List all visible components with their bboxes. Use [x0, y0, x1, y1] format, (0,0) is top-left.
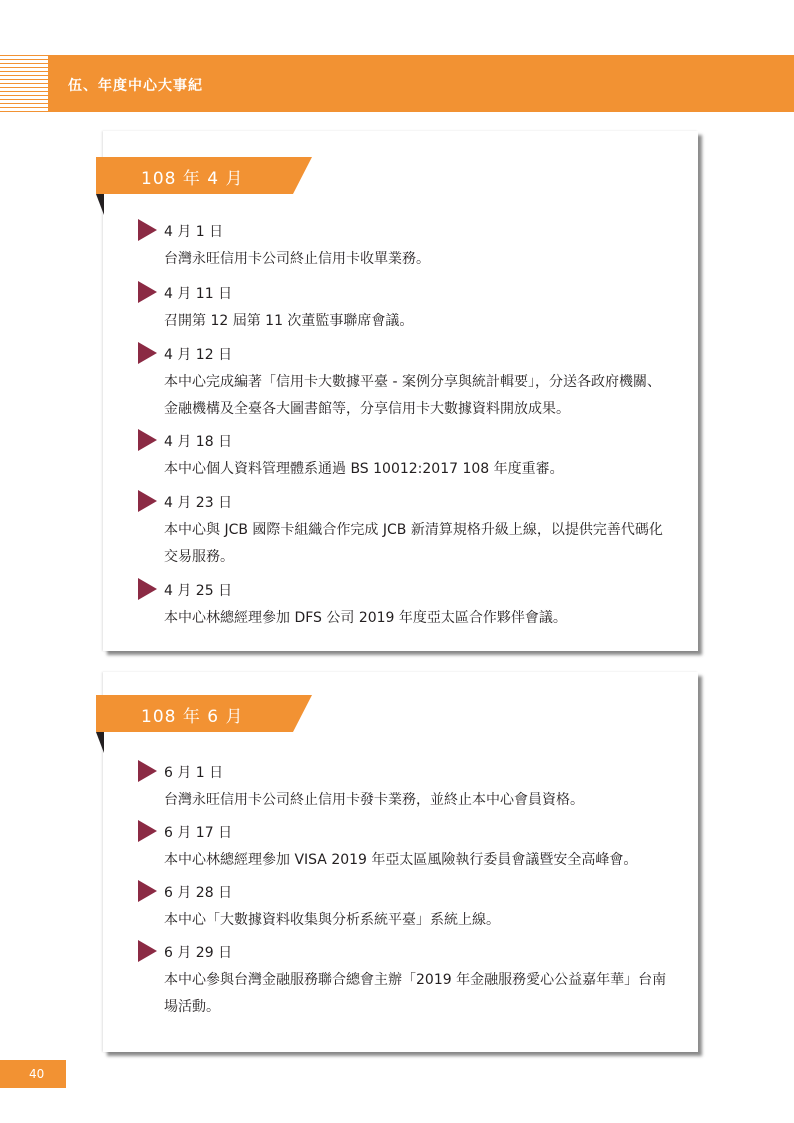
- entry-description: 本中心與 JCB 國際卡組織合作完成 JCB 新清算規格升級上線，以提供完善代碼化交易服務。: [164, 522, 663, 565]
- bullet-arrow-icon: [138, 880, 157, 902]
- entry-description: 本中心林總經理參加 VISA 2019 年亞太區風險執行委員會議暨安全高峰會。: [164, 852, 638, 868]
- entry-description: 台灣永旺信用卡公司終止信用卡發卡業務，並終止本中心會員資格。: [164, 792, 584, 808]
- entry-description: 本中心完成編著「信用卡大數據平臺 - 案例分享與統計輯要」，分送各政府機關、金融機構及全臺各大圖書館等，分享信用卡大數據資料開放成果。: [164, 374, 661, 417]
- entry-description: 本中心參與台灣金融服務聯合總會主辦「2019 年金融服務愛心公益嘉年華」台南場活動。: [164, 972, 667, 1015]
- bullet-arrow-icon: [138, 219, 157, 241]
- entry-date: 4 月 1 日: [164, 224, 224, 240]
- header-stripes: [0, 55, 48, 112]
- entry-date: 4 月 18 日: [164, 434, 233, 450]
- entry-description: 台灣永旺信用卡公司終止信用卡收單業務。: [164, 251, 430, 267]
- entry-description: 本中心「大數據資料收集與分析系統平臺」系統上線。: [164, 912, 500, 928]
- month-title: 108 年 4 月: [141, 169, 244, 189]
- bullet-arrow-icon: [138, 578, 157, 600]
- bullet-arrow-icon: [138, 281, 157, 303]
- entry-date: 4 月 11 日: [164, 286, 233, 302]
- entry-description: 本中心林總經理參加 DFS 公司 2019 年度亞太區合作夥伴會議。: [164, 610, 567, 626]
- month-tab-june: [96, 695, 312, 732]
- entry-date: 4 月 23 日: [164, 495, 233, 511]
- entry-date: 4 月 25 日: [164, 583, 233, 599]
- entry-date: 6 月 1 日: [164, 765, 224, 781]
- section-header-title: 伍、年度中心大事紀: [68, 78, 203, 94]
- section-header-bar: [48, 55, 794, 112]
- page-number: 40: [29, 1067, 45, 1081]
- entry-date: 4 月 12 日: [164, 347, 233, 363]
- tab-fold-shadow: [96, 194, 104, 215]
- bullet-arrow-icon: [138, 760, 157, 782]
- month-tab-april: [96, 157, 312, 194]
- entry-date: 6 月 17 日: [164, 825, 233, 841]
- entry-date: 6 月 28 日: [164, 885, 233, 901]
- tab-fold-shadow: [96, 732, 104, 753]
- month-title: 108 年 6 月: [141, 707, 244, 727]
- bullet-arrow-icon: [138, 490, 157, 512]
- bullet-arrow-icon: [138, 940, 157, 962]
- bullet-arrow-icon: [138, 429, 157, 451]
- bullet-arrow-icon: [138, 342, 157, 364]
- entry-description: 召開第 12 屆第 11 次董監事聯席會議。: [164, 313, 414, 329]
- page-number-badge: [0, 1060, 66, 1088]
- entry-description: 本中心個人資料管理體系通過 BS 10012:2017 108 年度重審。: [164, 461, 564, 477]
- entry-date: 6 月 29 日: [164, 945, 233, 961]
- bullet-arrow-icon: [138, 820, 157, 842]
